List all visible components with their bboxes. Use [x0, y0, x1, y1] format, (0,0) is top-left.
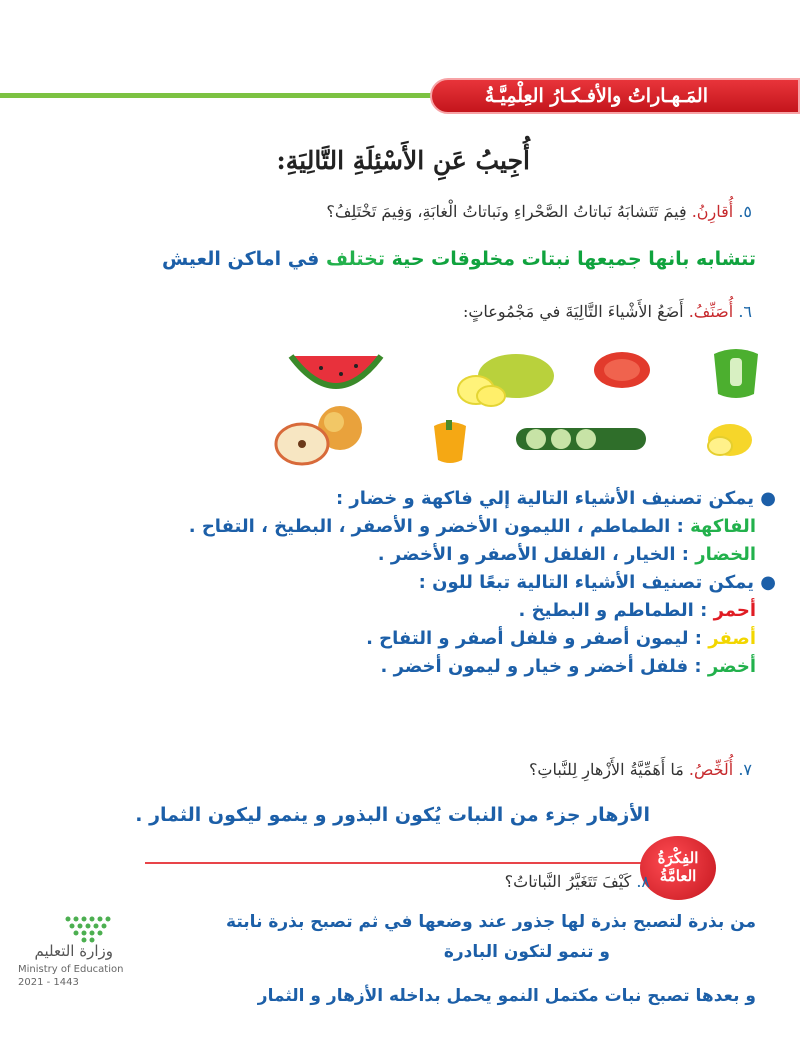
question-8: [505, 872, 650, 891]
answer-8-line2: و تنمو لتكون البادرة: [443, 942, 610, 962]
yellow-list: : ليمون أصفر و فلفل أصفر و التفاح .: [366, 628, 702, 649]
question-number: ٨.: [636, 872, 650, 891]
lemon-icon: [436, 352, 556, 412]
badge-line-2: العامَّةُ: [659, 867, 697, 885]
bullet-text: يمكن تصنيف الأشياء التالية تبعًا للون :: [418, 572, 754, 593]
yellow-label: أصفر: [708, 628, 756, 649]
answer-8-line3: و بعدها تصبح نبات مكتمل النمو يحمل بداخله الأزهار و الثمار: [257, 986, 756, 1006]
red-line: [519, 600, 756, 621]
green-line: [381, 656, 756, 677]
green-pepper-icon: [706, 344, 766, 404]
green-label: أخضر: [707, 656, 756, 677]
answer-5-part3: في اماكن العيش: [161, 248, 320, 270]
tomato-icon: [590, 348, 654, 396]
red-list: : الطماطم و البطيخ .: [518, 600, 708, 621]
answer-8-line1: من بذرة لتصبح بذرة لها جذور عند وضعها في ثم تصبح بذرة نابتة: [226, 912, 756, 932]
yellow-line: [366, 628, 756, 649]
skill-label: أُلَخِّصُ.: [688, 760, 734, 779]
ministry-footer: [18, 914, 158, 988]
cucumber-icon: [506, 420, 656, 460]
skill-label: أُصَنِّفُ.: [688, 302, 734, 321]
answer-5-part1: تتشابه بانها جميعها نبتات مخلوقات حية: [391, 248, 756, 270]
bullet-dot: ●: [760, 488, 776, 509]
fruit-line: [189, 516, 756, 537]
question-number: ٧.: [738, 760, 752, 779]
skill-label: أُقارِنُ.: [691, 202, 734, 221]
veg-line: [378, 544, 756, 565]
question-text: أَضَعُ الأَشْياءَ التَّالِيَةَ في مَجْمُوعاتٍ:: [462, 302, 684, 321]
ministry-name-en: Ministry of Education: [18, 964, 124, 975]
question-text: فِيمَ تَتَشابَهُ نَباتاتُ الصَّحْراءِ ونَباتاتُ الْغابَةِ، وَفِيمَ تَخْتَلِفُ؟: [326, 202, 687, 221]
divider-line: [145, 862, 645, 864]
bullet-dot: ●: [760, 572, 776, 593]
question-text: مَا أَهَمِّيَّةُ الأَزْهارِ لِلنَّباتِ؟: [528, 760, 684, 779]
yellow-pepper-icon: [426, 416, 474, 466]
answer-5: [162, 248, 756, 270]
ministry-name-ar: وزارة التعليم: [34, 942, 113, 960]
fruit-label: الفاكهة: [690, 516, 756, 537]
ministry-year: 2021 - 1443: [18, 977, 79, 988]
red-label: أحمر: [713, 600, 756, 621]
question-number: ٥.: [738, 202, 752, 221]
question-6: [463, 302, 752, 321]
question-5: [326, 202, 752, 221]
page-heading: أُجِيبُ عَنِ الأَسْئِلَةِ التَّالِيَةِ:: [276, 146, 530, 175]
green-list: : فلفل أخضر و خيار و ليمون أخضر .: [380, 656, 702, 677]
main-idea-badge: [640, 836, 716, 900]
bullet-classify-2: [419, 572, 776, 593]
lemon-slice-icon: [700, 420, 756, 460]
apple-icon: [272, 404, 372, 468]
veg-list: : الخيار ، الفلفل الأصفر و الأخضر .: [377, 544, 689, 565]
watermelon-icon: [286, 346, 386, 406]
question-number: ٦.: [738, 302, 752, 321]
question-7: [529, 760, 752, 779]
fruits-image: [268, 338, 778, 468]
fruit-list: : الطماطم ، الليمون الأخضر و الأصفر ، البطيخ ، التفاح .: [188, 516, 684, 537]
veg-label: الخضار: [695, 544, 756, 565]
bullet-classify-1: [336, 488, 776, 509]
question-text: كَيْفَ تَتَغَيَّرُ النَّباتاتُ؟: [504, 872, 632, 891]
answer-5-part2: تختلف: [326, 248, 385, 270]
badge-line-1: الفِكْرَةُ: [657, 849, 699, 867]
section-banner: [430, 78, 800, 114]
answer-7: الأزهار جزء من النبات يُكون البذور و ينمو ليكون الثمار .: [135, 804, 650, 826]
bullet-text: يمكن تصنيف الأشياء التالية إلي فاكهة و خضار :: [335, 488, 754, 509]
section-banner-title: المَـهـاراتُ والأفـكـارُ العِلْمِيَّـةُ: [484, 85, 708, 107]
